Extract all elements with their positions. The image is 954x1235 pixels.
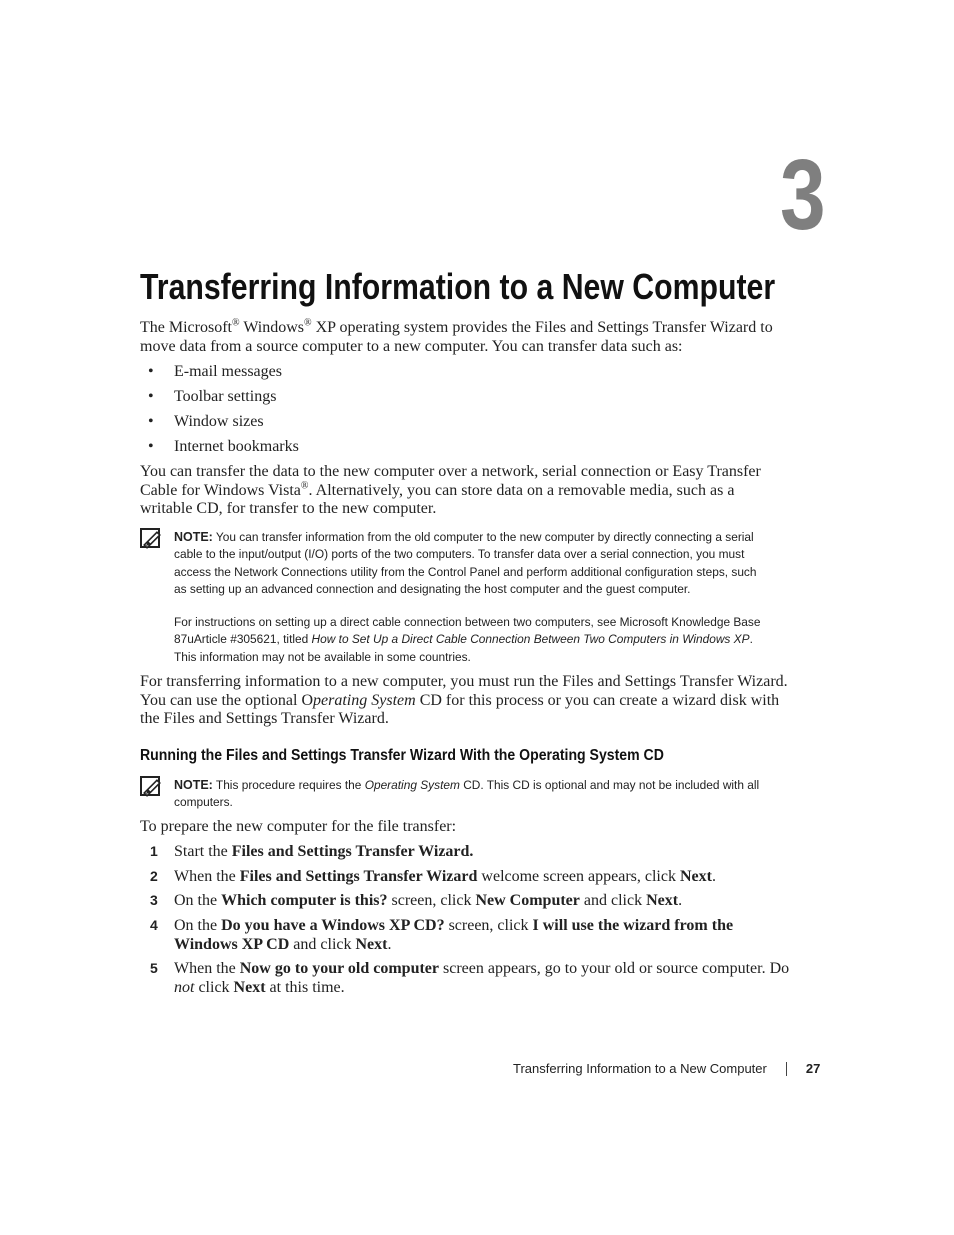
pencil-note-icon [140,528,164,550]
steps-list [140,842,790,1003]
data-types-list [140,363,299,463]
wizard-paragraph: For transferring information to a new computer, you must run the Files and Settings Transfer Wizard. You can use the optional Operating System CD for this process or you can create a wizard disk with the Files and Settings Transfer Wizard. [140,673,788,727]
section-heading: Running the Files and Settings Transfer Wizard With the Operating System CD [140,747,664,764]
page-title: Transferring Information to a New Computer [140,266,776,307]
list-item: • Window sizes [148,413,264,430]
intro-paragraph: The Microsoft® Windows® XP operating system provides the Files and Settings Transfer Wizard to move data from a source computer to a new computer. You can transfer data such as: [140,317,773,355]
list-item: 5 When the Now go to your old computer screen appears, go to your old or source computer. Do not click Next at this time. [150,960,790,996]
list-item: • Internet bookmarks [148,438,299,455]
page-footer [513,1061,820,1076]
transfer-paragraph: You can transfer the data to the new computer over a network, serial connection or Easy Transfer Cable for Windows Vista®. Alternatively, you can store data on a removable media, such as a writable CD, for transfer to the new computer. [140,463,761,517]
pencil-note-icon [140,776,164,798]
footer-title: Transferring Information to a New Computer [513,1061,767,1076]
list-item: • E-mail messages [148,363,282,380]
prepare-text: To prepare the new computer for the file transfer: [140,818,457,835]
note-serial-connection: NOTE: You can transfer information from the old computer to the new computer by directly connecting a serial cable to the input/output (I/O) ports of the two computers. To transfer data over a serial connection, you must access the Network Connections utility from the Control Panel and perform additional configuration steps, such as setting up an advanced connection and designating the host computer and the guest computer. [174,529,757,596]
chapter-number: 3 [780,139,824,251]
page-number: 27 [805,1061,821,1076]
footer-divider [786,1062,787,1076]
note-kb-article: For instructions on setting up a direct cable connection between two computers, see Microsoft Knowledge Base 87uArticle #305621, titled How to Set Up a Direct Cable Connection Between Two Computers in Windows XP. This information may not be available in some countries. [174,615,761,664]
note-operating-system-cd: NOTE: This procedure requires the Operating System CD. This CD is optional and may not be included with all computers. [174,777,760,810]
list-item: 1 Start the Files and Settings Transfer Wizard. [150,843,474,860]
list-item: 2 When the Files and Settings Transfer Wizard welcome screen appears, click Next. [150,867,716,885]
list-item: • Toolbar settings [148,388,277,405]
list-item: 3 On the Which computer is this? screen, click New Computer and click Next. [150,892,683,909]
list-item: 4 On the Do you have a Windows XP CD? screen, click I will use the wizard from the Windows XP CD and click Next. [150,916,734,953]
